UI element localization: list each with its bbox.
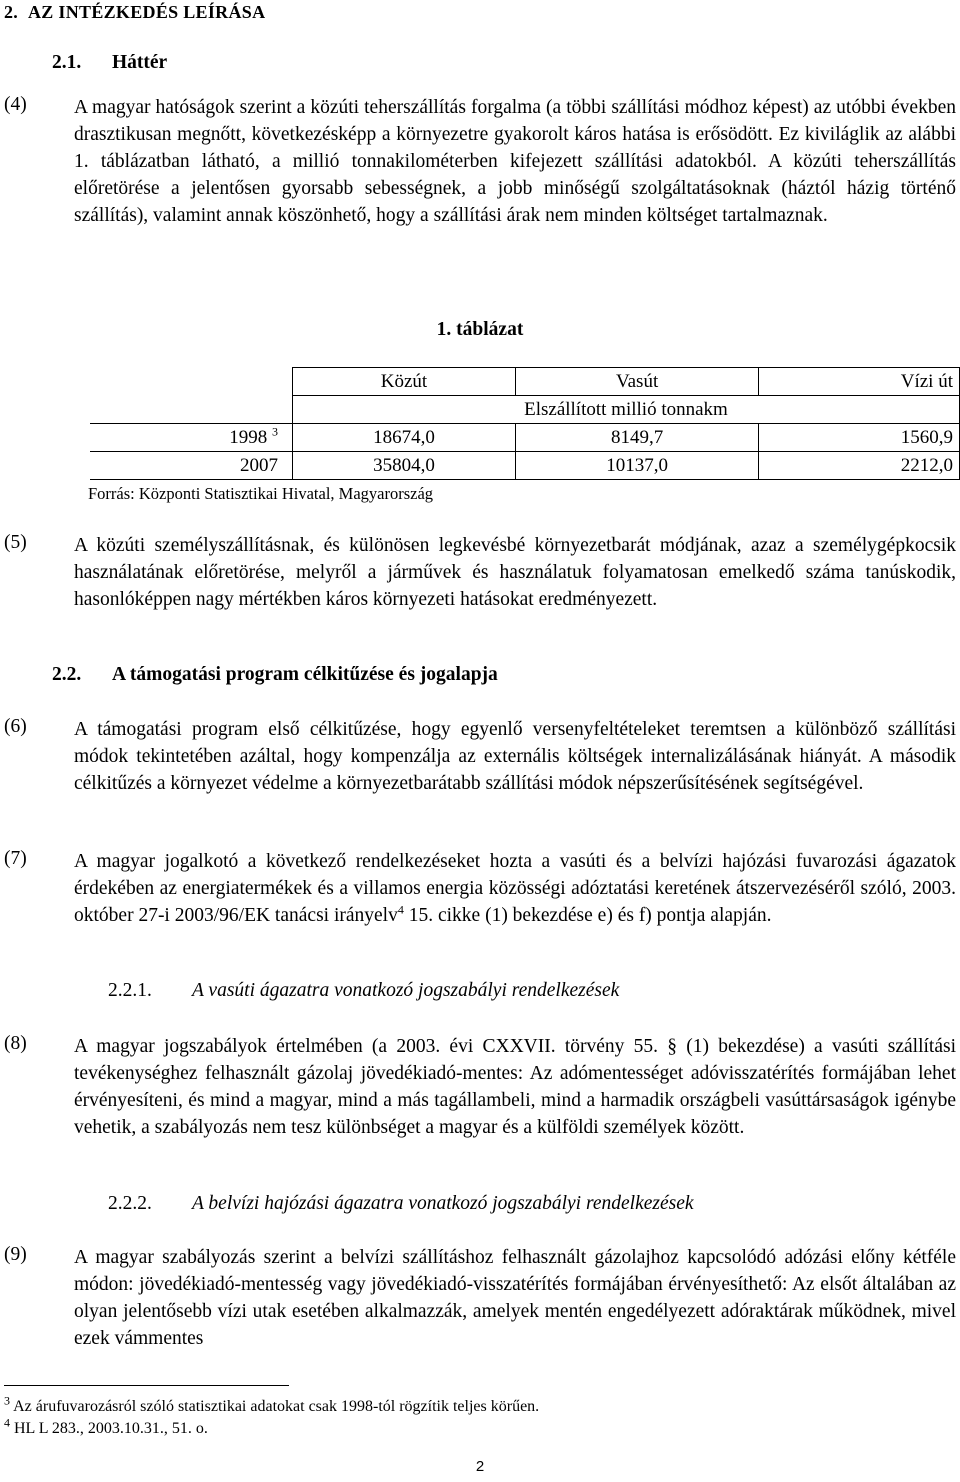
section-2-2-number: 2.2.	[52, 664, 82, 685]
main-heading	[4, 2, 265, 23]
paragraph-6: A támogatási program első célkitűzése, hogy egyenlő versenyfeltételeket teremtsen a különböző szállítási módok tekintetében azáltal, hogy kompenzálja az externális költségek internalizálásának hiányát. A második célkitűzés a környezet védelme a környezetbarátabb szállítási módok népszerűsítésének segítségével.	[74, 719, 956, 794]
section-2-2-1-heading	[108, 980, 619, 1002]
paragraph-4	[74, 94, 956, 229]
main-heading-title: AZ INTÉZKEDÉS LEÍRÁSA	[28, 2, 266, 22]
paragraph-5: A közúti személyszállításnak, és különösen legkevésbé környezetbarát módjának, azaz a személygépkocsik használatának előretörése, melyről a járművek és használatuk folyamatosan emelkedő száma tanúskodik, hasonlóképpen nagy mértékben káros környezeti hatásokat eredményezett.	[74, 535, 956, 610]
page-number: 2	[475, 1458, 485, 1475]
footnote-4	[4, 1415, 208, 1438]
table-header-empty	[90, 368, 292, 396]
footnote-4-mark: 4	[4, 1415, 10, 1430]
paragraph-7-number: (7)	[4, 848, 27, 869]
paragraph-9: A magyar szabályozás szerint a belvízi szállításhoz felhasznált gázolajhoz kapcsolódó adózási előny kétféle módon: jövedékiadó-mentesség vagy jövedékiadó-visszatérítés formájában érvényesíthető: Az elsőt általában az olyan jelentősebb vízi utak esetében alkalmazzák, amelyek mentén engedélyezett adóraktárak működnek, mivel ezek vámmentes	[74, 1247, 956, 1349]
footnote-3-text: Az árufuvarozásról szóló statisztikai adatokat csak 1998-tól rögzítik teljes körűen.	[13, 1398, 540, 1415]
section-2-2-2-number: 2.2.2.	[108, 1193, 152, 1214]
table-row	[90, 424, 960, 452]
sub-heading-number: 2.1.	[52, 52, 82, 73]
footnote-3	[4, 1393, 540, 1416]
table-row-year: 2007	[90, 452, 292, 480]
paragraph-4-text-b: A közúti teherszállítás előretörése a jelentősen gyorsabb sebességnek, a jobb minőségű szolgáltatásoknak (háztól házig történő szállítás), valamint annak köszönhető, hogy a szállítási árak nem minden költséget tartalmaznak.	[74, 151, 956, 226]
footnote-3-mark: 3	[4, 1393, 10, 1408]
paragraph-8-number: (8)	[4, 1033, 27, 1054]
paragraph-4-text-a: A magyar hatóságok szerint a közúti teherszállítás forgalma (a többi szállítási módhoz képest) az utóbbi években drasztikusan megnőtt, következésképp a környezetre gyakorolt káros hatása is erősödött. Ez kiviláglik az alábbi 1. táblázatban látható, a millió tonnakilométerben kifejezett szállítási adatokból.	[74, 97, 956, 172]
section-2-2-title: A támogatási program célkitűzése és jogalapja	[112, 664, 498, 685]
table-cell: 1560,9	[759, 424, 960, 452]
table-unit-row	[90, 396, 960, 424]
sub-heading	[52, 52, 167, 74]
data-table	[90, 367, 960, 480]
table-cell: 35804,0	[292, 452, 515, 480]
column-header-vasut: Vasút	[516, 368, 759, 396]
table-cell: 10137,0	[516, 452, 759, 480]
table-source: Forrás: Központi Statisztikai Hivatal, Magyarország	[88, 484, 434, 503]
table-header-row	[90, 368, 960, 396]
section-2-2-1-title: A vasúti ágazatra vonatkozó jogszabályi rendelkezések	[192, 980, 620, 1001]
paragraph-6-number: (6)	[4, 716, 27, 737]
table-unit-label: Elszállított millió tonnakm	[292, 396, 959, 424]
footnote-ref-3: 3	[271, 424, 278, 439]
column-header-kozut: Közút	[292, 368, 515, 396]
table-cell: 2212,0	[759, 452, 960, 480]
paragraph-8: A magyar jogszabályok értelmében (a 2003. évi CXXVII. törvény 55. § (1) bekezdése) a vasúti szállítási tevékenységhez felhasznált gázolaj jövedékiadó-mentes: Az adómentességet adóvisszatérítés formájában lehet érvényesíteni, és mind a magyar, mind a más tagállambeli, mind a harmadik országbeli vasúttársaságok igénybe vehetik, a szabályozás nem tesz különbséget a magyar és a külföldi személyek között.	[74, 1036, 956, 1138]
table-caption: 1. táblázat	[436, 319, 524, 340]
paragraph-7	[74, 848, 956, 929]
paragraph-9-number: (9)	[4, 1244, 27, 1265]
column-header-vizi-ut: Vízi út	[759, 368, 960, 396]
table-row	[90, 452, 960, 480]
paragraph-5-number: (5)	[4, 532, 27, 553]
paragraph-7-text-b: 15. cikke (1) bekezdése e) és f) pontja alapján.	[408, 905, 772, 926]
footnote-ref-4: 4	[397, 902, 404, 917]
table-row-year: 1998 $^3$	[90, 424, 292, 452]
section-2-2-2-title: A belvízi hajózási ágazatra vonatkozó jogszabályi rendelkezések	[192, 1193, 694, 1214]
table-cell: 18674,0	[292, 424, 515, 452]
section-2-2-2-heading	[108, 1193, 694, 1215]
section-2-2-heading	[52, 664, 498, 686]
sub-heading-title: Háttér	[112, 52, 168, 73]
paragraph-4-number: (4)	[4, 94, 27, 115]
footnote-4-text: HL L 283., 2003.10.31., 51. o.	[14, 1420, 208, 1437]
main-heading-number: 2.	[4, 2, 19, 22]
paragraph-7-text-a: A magyar jogalkotó a következő rendelkezéseket hozta a vasúti és a belvízi hajózási fuvarozási ágazatok érdekében az energiatermékek és a villamos energia közösségi adóztatási keretének átszervezéséről szóló, 2003. október 27-i 2003/96/EK tanácsi irányelv	[74, 851, 956, 926]
section-2-2-1-number: 2.2.1.	[108, 980, 152, 1001]
footnote-separator	[4, 1385, 289, 1386]
table-cell: 8149,7	[516, 424, 759, 452]
